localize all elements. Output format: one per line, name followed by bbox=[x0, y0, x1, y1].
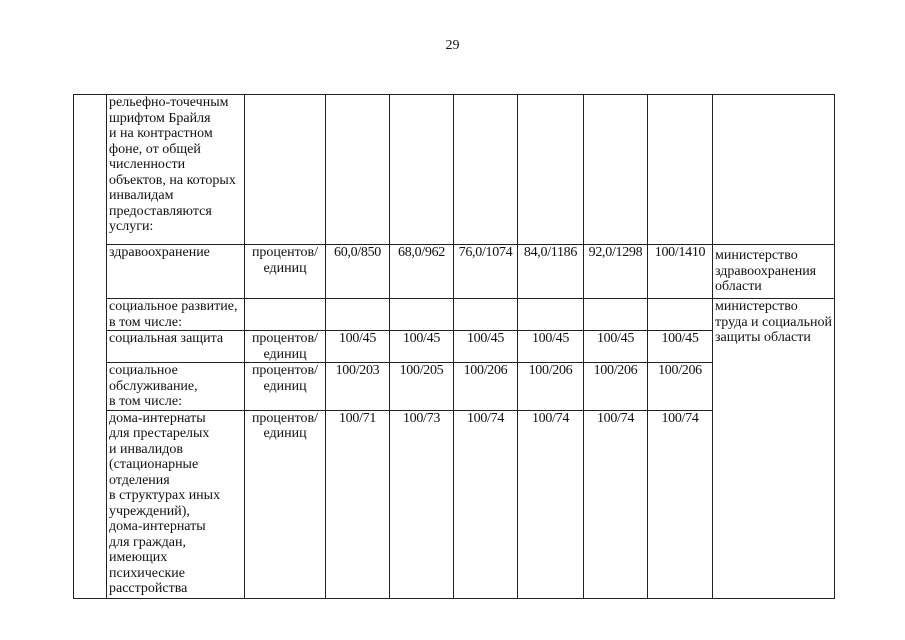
value-cell: 68,0/962 bbox=[390, 245, 454, 299]
indicators-table bbox=[73, 94, 835, 599]
table-row bbox=[74, 299, 835, 331]
indicator-label: здравоохранение bbox=[107, 245, 245, 299]
value-cell: 100/71 bbox=[326, 410, 390, 598]
value-cell: 76,0/1074 bbox=[454, 245, 518, 299]
value-cell: 100/45 bbox=[648, 331, 713, 363]
value-cell: 100/1410 bbox=[648, 245, 713, 299]
indicator-label: социальная защита bbox=[107, 331, 245, 363]
value-cell: 100/45 bbox=[518, 331, 584, 363]
value-cell bbox=[326, 299, 390, 331]
indicator-label: рельефно-точечным шрифтом Брайля и на контрастном фоне, от общей численности объектов, на которых инвалидам предоставляются услуги: bbox=[107, 95, 245, 245]
value-cell: 100/203 bbox=[326, 363, 390, 411]
value-cell: 100/206 bbox=[584, 363, 648, 411]
value-cell: 100/205 bbox=[390, 363, 454, 411]
unit-cell: процентов/ единиц bbox=[245, 245, 326, 299]
value-cell bbox=[584, 95, 648, 245]
value-cell: 100/45 bbox=[584, 331, 648, 363]
value-cell bbox=[454, 95, 518, 245]
responsible-cell: министерство здравоохранения области bbox=[713, 245, 835, 299]
value-cell bbox=[390, 95, 454, 245]
value-cell bbox=[648, 95, 713, 245]
value-cell: 100/74 bbox=[648, 410, 713, 598]
value-cell bbox=[326, 95, 390, 245]
indicator-label: социальное обслуживание, в том числе: bbox=[107, 363, 245, 411]
value-cell: 100/45 bbox=[390, 331, 454, 363]
value-cell: 100/74 bbox=[584, 410, 648, 598]
indicator-label: социальное развитие, в том числе: bbox=[107, 299, 245, 331]
unit-cell: процентов/ единиц bbox=[245, 363, 326, 411]
responsible-cell bbox=[713, 95, 835, 245]
value-cell: 100/206 bbox=[648, 363, 713, 411]
value-cell bbox=[584, 299, 648, 331]
unit-cell bbox=[245, 299, 326, 331]
responsible-cell: министерство труда и социальной защиты области bbox=[713, 299, 835, 599]
unit-cell: процентов/ единиц bbox=[245, 331, 326, 363]
value-cell: 100/206 bbox=[454, 363, 518, 411]
value-cell bbox=[648, 299, 713, 331]
value-cell: 100/74 bbox=[518, 410, 584, 598]
unit-cell: процентов/ единиц bbox=[245, 410, 326, 598]
value-cell bbox=[518, 95, 584, 245]
unit-cell bbox=[245, 95, 326, 245]
value-cell bbox=[454, 299, 518, 331]
value-cell: 100/73 bbox=[390, 410, 454, 598]
value-cell: 100/74 bbox=[454, 410, 518, 598]
value-cell: 100/45 bbox=[454, 331, 518, 363]
table-row bbox=[74, 95, 835, 245]
value-cell bbox=[390, 299, 454, 331]
page-number: 29 bbox=[445, 38, 460, 53]
indicator-label: дома-интернаты для престарелых и инвалидов (стационарные отделения в структурах иных учреждений), дома-интернаты для граждан, имеющих психические расстройства bbox=[107, 410, 245, 598]
value-cell: 100/45 bbox=[326, 331, 390, 363]
value-cell: 84,0/1186 bbox=[518, 245, 584, 299]
value-cell: 100/206 bbox=[518, 363, 584, 411]
row-number-cell bbox=[74, 95, 107, 599]
value-cell bbox=[518, 299, 584, 331]
value-cell: 60,0/850 bbox=[326, 245, 390, 299]
value-cell: 92,0/1298 bbox=[584, 245, 648, 299]
table-row bbox=[74, 245, 835, 299]
